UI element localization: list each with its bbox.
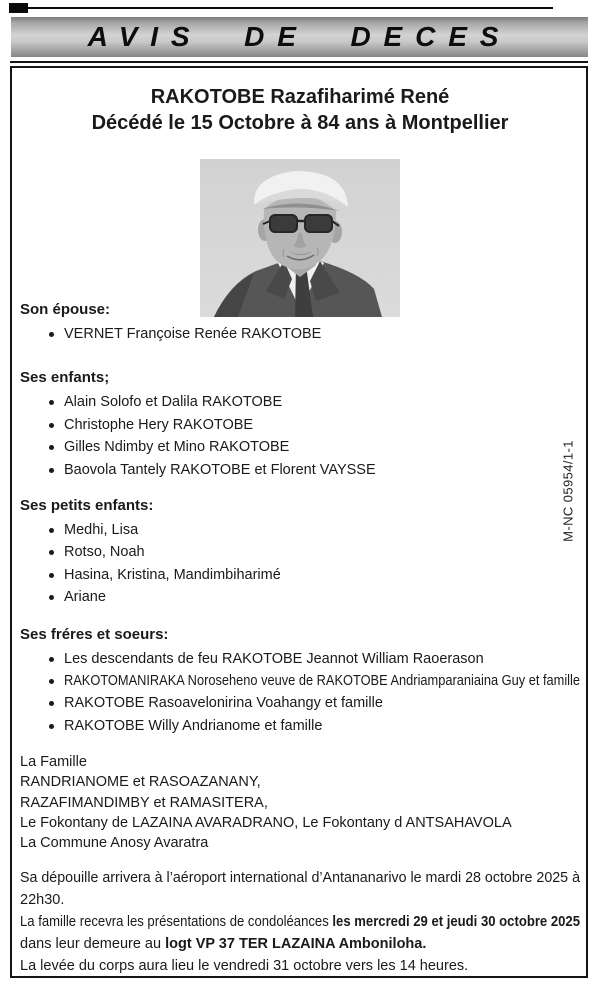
title-block xyxy=(20,84,580,136)
announcements-block xyxy=(20,867,580,977)
announcement-line: La famille recevra les présentations de condoléances les mercredi 29 et jeudi 30 octobre 2025 xyxy=(20,914,580,931)
announcement-line: La levée du corps aura lieu le vendredi 31 octobre vers les 14 heures. xyxy=(20,958,469,975)
section-children xyxy=(20,368,580,481)
grandchild-item: Medhi, Lisa xyxy=(20,519,580,541)
section-grandchildren xyxy=(20,496,580,609)
child-item: Gilles Ndimby et Mino RAKOTOBE xyxy=(20,436,580,458)
banner xyxy=(11,17,588,57)
child-item: Christophe Hery RAKOTOBE xyxy=(20,414,580,436)
grandchild-item: Ariane xyxy=(20,586,580,608)
notice-box xyxy=(10,66,588,978)
section-spouse-heading: Son épouse: xyxy=(20,301,111,318)
spouse-list xyxy=(20,323,580,345)
spouse-item: VERNET Françoise Renée RAKOTOBE xyxy=(20,323,580,345)
announcement-line: Sa dépouille arrivera à l’aéroport international d’Antananarivo le mardi 28 octobre 2025 à xyxy=(20,870,580,887)
family-line: Le Fokontany de LAZAINA AVARADRANO, Le Fokontany d ANTSAHAVOLA xyxy=(20,814,512,831)
announcement-line: 22h30. xyxy=(20,892,65,909)
siblings-list xyxy=(20,648,580,738)
deceased-name: RAKOTOBE Razafiharimé René xyxy=(150,86,450,108)
banner-title: AVIS DE DECES xyxy=(87,21,512,52)
child-item: Alain Solofo et Dalila RAKOTOBE xyxy=(20,391,580,413)
box-top-rule xyxy=(10,61,588,63)
section-siblings xyxy=(20,625,580,738)
grandchildren-list xyxy=(20,519,580,609)
grandchild-item: Rotso, Noah xyxy=(20,541,580,563)
section-children-heading: Ses enfants; xyxy=(20,369,110,387)
announcement-line: dans leur demeure au logt VP 37 TER LAZAINA Amboniloha. xyxy=(20,936,427,953)
children-list xyxy=(20,391,580,481)
sibling-item: RAKOTOBE Rasoavelonirina Voahangy et famille xyxy=(20,692,580,714)
scan-artifact-line xyxy=(9,7,553,9)
family-line: La Famille xyxy=(20,754,87,771)
death-subtitle: Décédé le 15 Octobre à 84 ans à Montpellier xyxy=(91,112,509,134)
sibling-item: Les descendants de feu RAKOTOBE Jeannot William Raoerason xyxy=(20,648,580,670)
section-grandchildren-heading: Ses petits enfants: xyxy=(20,497,154,515)
section-siblings-heading: Ses fréres et soeurs: xyxy=(20,625,169,643)
grandchild-item: Hasina, Kristina, Mandimbiharimé xyxy=(20,564,580,586)
family-line: RANDRIANOME et RASOAZANANY, xyxy=(20,774,261,791)
child-item: Baovola Tantely RAKOTOBE et Florent VAYSSE xyxy=(20,459,580,481)
sibling-item: RAKOTOMANIRAKA Noroseheno veuve de RAKOTOBE Andriamparaniaina Guy et famille xyxy=(20,670,580,692)
portrait-photo xyxy=(200,159,400,317)
family-line: La Commune Anosy Avaratra xyxy=(20,835,209,852)
reference-number: M-NC 05954/1-1 xyxy=(560,440,576,542)
family-block xyxy=(20,752,580,853)
portrait-illustration xyxy=(200,159,400,317)
sibling-item: RAKOTOBE Willy Andrianome et famille xyxy=(20,715,580,737)
family-line: RAZAFIMANDIMBY et RAMASITERA, xyxy=(20,794,268,811)
